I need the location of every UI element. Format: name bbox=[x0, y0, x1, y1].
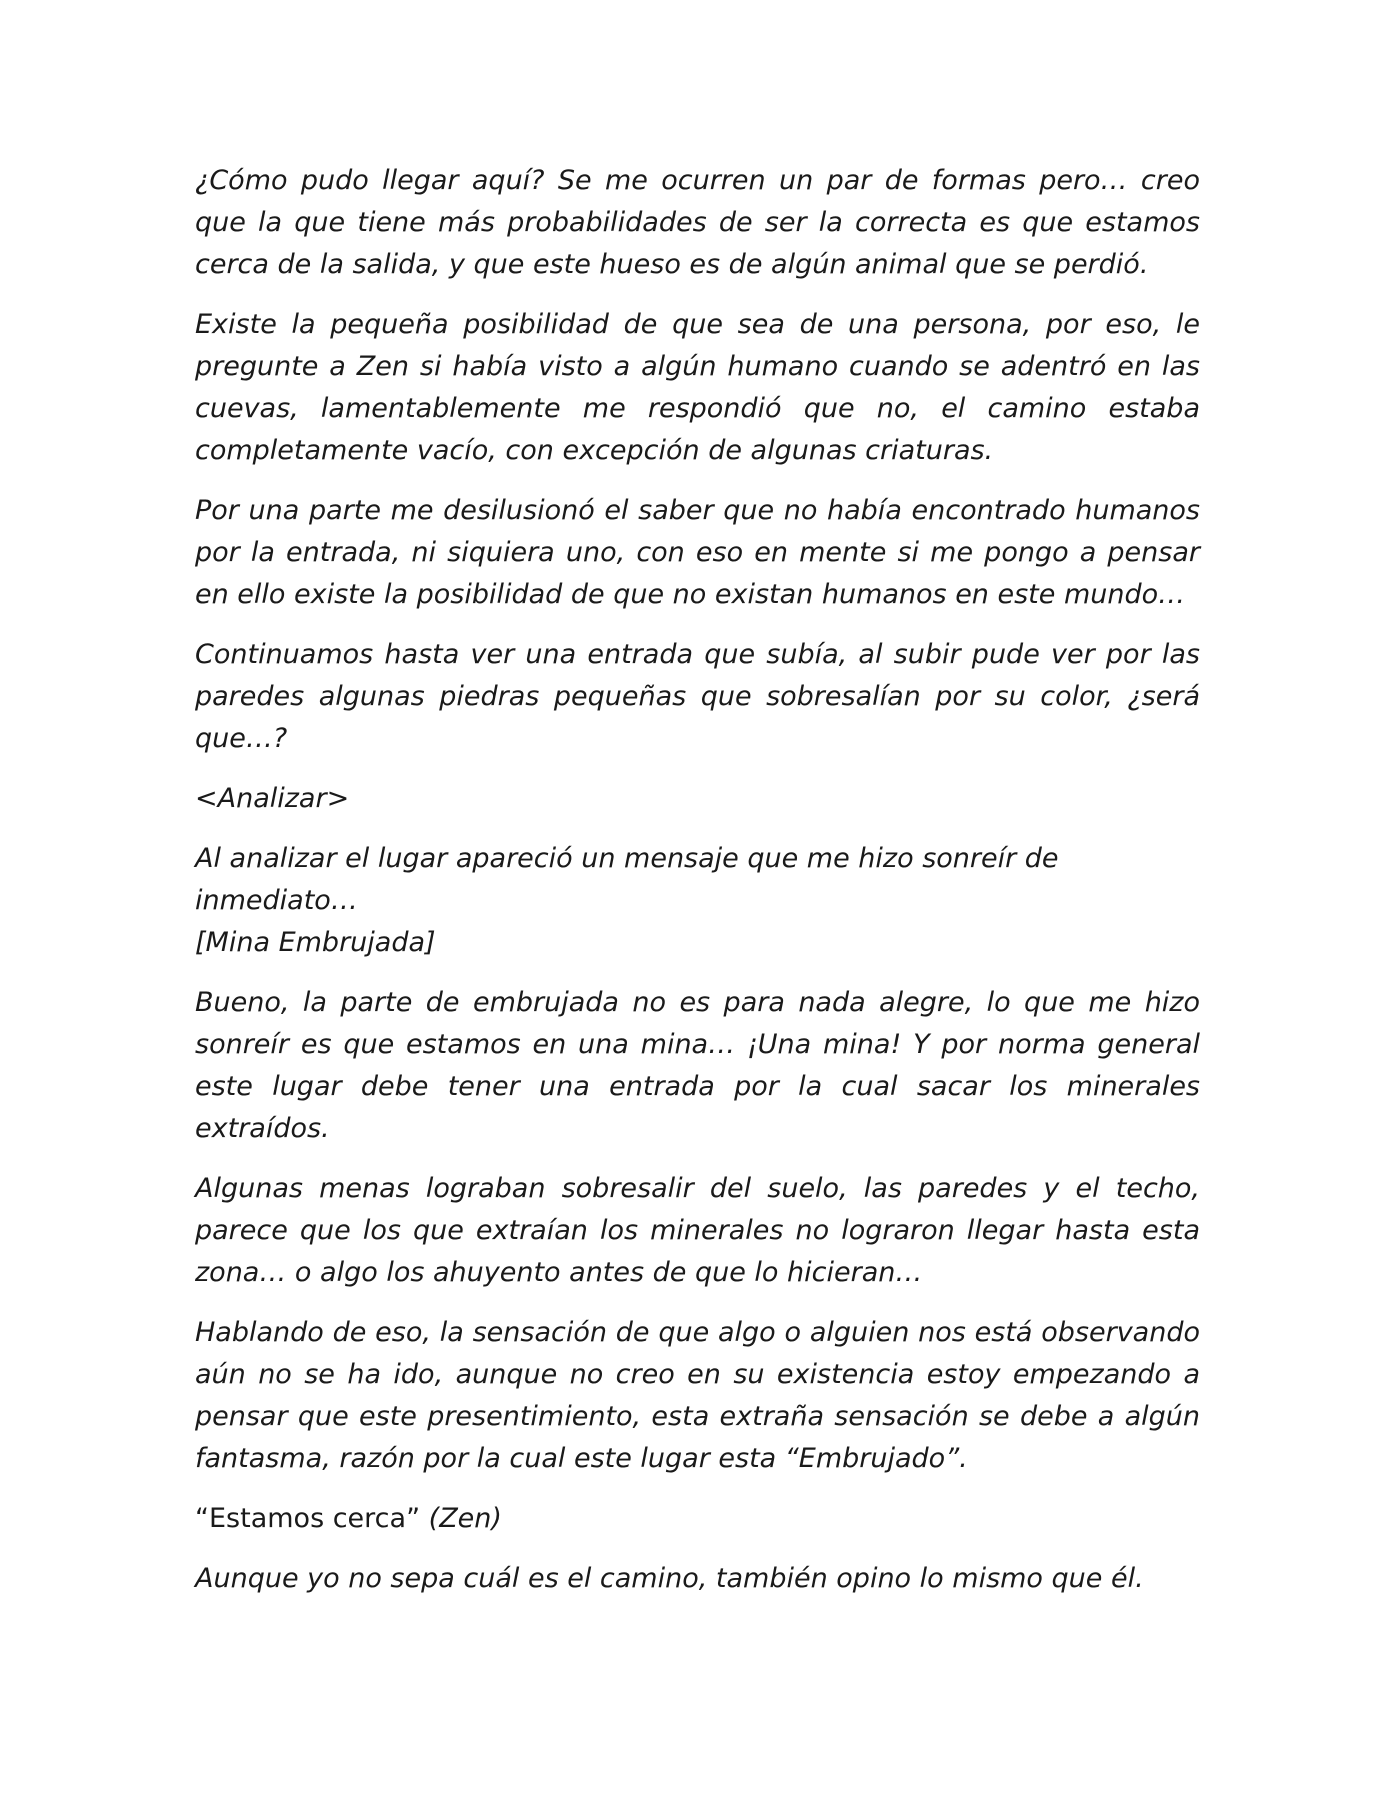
paragraph-6-line-2-system-message: [Mina Embrujada] bbox=[195, 927, 436, 958]
paragraph-8: Algunas menas lograban sobresalir del suelo, las paredes y el techo, parece que los que extraían los minerales no lograron llegar hasta esta zona… o algo los ahuyento antes de que lo hicieran… bbox=[195, 1173, 1200, 1288]
document-body bbox=[195, 160, 1200, 1618]
paragraph-7: Bueno, la parte de embrujada no es para nada alegre, lo que me hizo sonreír es que estamos en una mina… ¡Una mina! Y por norma general este lugar debe tener una entrada por la cual sacar los minerales extraídos. bbox=[195, 987, 1200, 1144]
paragraph-11: Aunque yo no sepa cuál es el camino, también opino lo mismo que él. bbox=[195, 1563, 1144, 1594]
paragraph-5-skill: <Analizar> bbox=[195, 783, 350, 814]
paragraph-6 bbox=[195, 838, 1200, 964]
paragraph-9: Hablando de eso, la sensación de que algo o alguien nos está observando aún no se ha ido, aunque no creo en su existencia estoy empezando a pensar que este presentimiento, esta extraña sensación se debe a algún fantasma, razón por la cual este lugar esta “Embrujado”. bbox=[195, 1317, 1200, 1474]
dialogue-quote: “Estamos cerca” bbox=[195, 1503, 421, 1534]
dialogue-speaker: (Zen) bbox=[428, 1503, 502, 1534]
paragraph-2: Existe la pequeña posibilidad de que sea de una persona, por eso, le pregunte a Zen si había visto a algún humano cuando se adentró en las cuevas, lamentablemente me respondió que no, el camino estaba completamente vacío, con excepción de algunas criaturas. bbox=[195, 309, 1200, 466]
paragraph-4: Continuamos hasta ver una entrada que subía, al subir pude ver por las paredes algunas piedras pequeñas que sobresalían por su color, ¿será que…? bbox=[195, 639, 1200, 754]
paragraph-1: ¿Cómo pudo llegar aquí? Se me ocurren un par de formas pero… creo que la que tiene más probabilidades de ser la correcta es que estamos cerca de la salida, y que este hueso es de algún animal que se perdió. bbox=[195, 165, 1200, 280]
paragraph-3: Por una parte me desilusionó el saber que no había encontrado humanos por la entrada, ni siquiera uno, con eso en mente si me pongo a pensar en ello existe la posibilidad de que no existan humanos en este mundo… bbox=[195, 495, 1200, 610]
paragraph-6-line-1: Al analizar el lugar apareció un mensaje que me hizo sonreír de inmediato… bbox=[195, 843, 1059, 916]
paragraph-10-dialogue bbox=[195, 1498, 1200, 1540]
